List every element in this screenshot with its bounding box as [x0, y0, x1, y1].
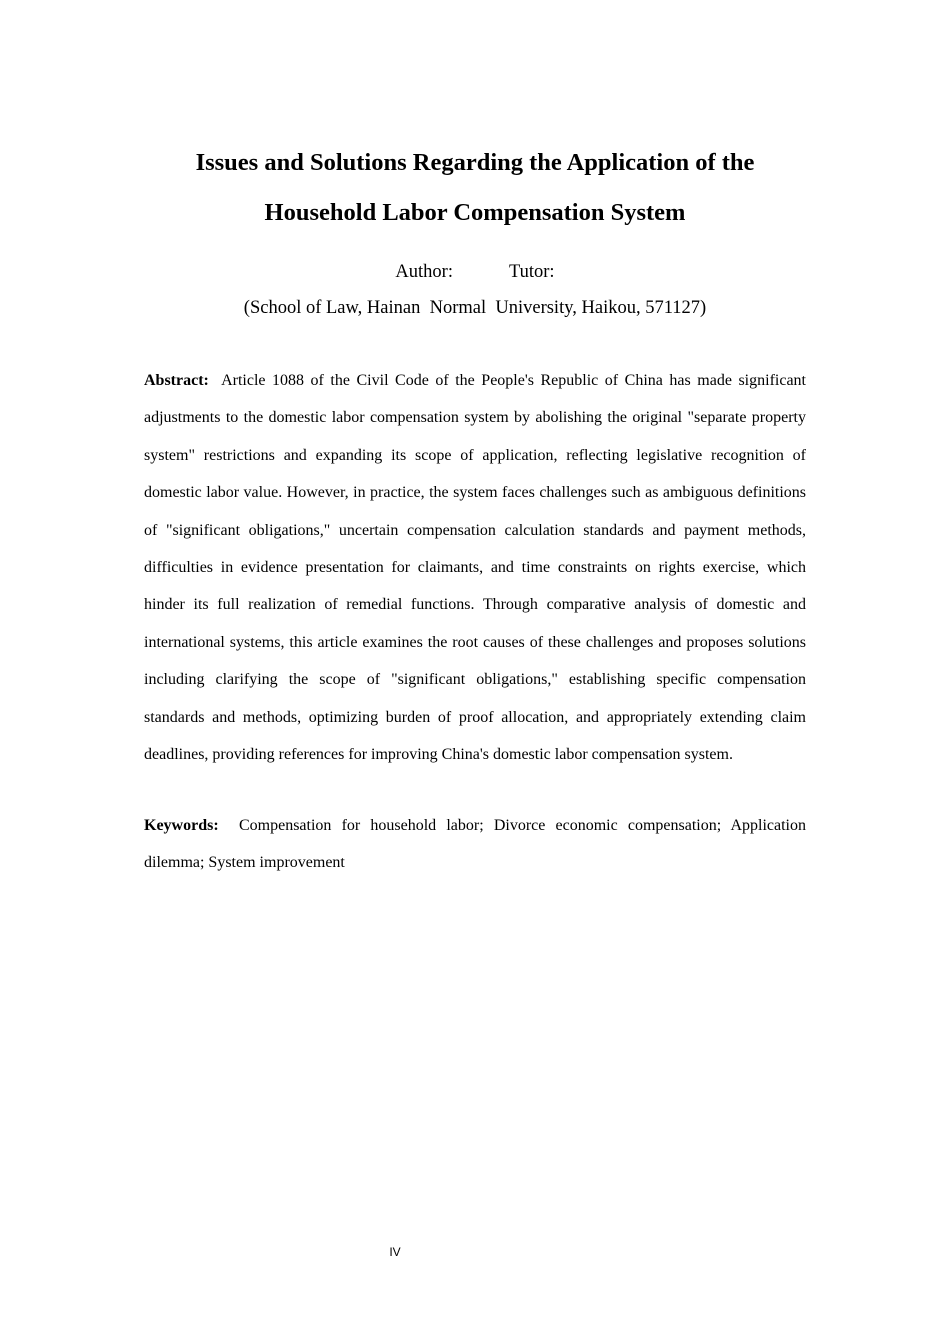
affiliation: (School of Law, Hainan Normal University, Haikou, 571127) — [243, 298, 707, 318]
keywords-text: Compensation for household labor; Divorce economic compensation; Application dilemma; System improvement — [144, 817, 806, 872]
abstract-paragraph — [144, 362, 806, 773]
title-line-1: Issues and Solutions Regarding the Application of the — [195, 149, 755, 176]
abstract-label: Abstract: — [144, 372, 209, 389]
tutor-label: Tutor: — [508, 262, 555, 282]
author-label: Author: — [395, 262, 453, 282]
abstract-text: Article 1088 of the Civil Code of the People's Republic of China has made significant adjustments to the domestic labor compensation system by abolishing the original "separate property system" restrictions and expanding its scope of application, reflecting legislative recognition of domestic labor value. However, in practice, the system faces challenges such as ambiguous definitions of "significant obligations," uncertain compensation calculation standards and payment methods, difficulties in evidence presentation for claimants, and time constraints on rights exercise, which hinder its full realization of remedial functions. Through comparative analysis of domestic and international systems, this article examines the root causes of these challenges and proposes solutions including clarifying the scope of "significant obligations," establishing specific compensation standards and methods, optimizing burden of proof allocation, and appropriately extending claim deadlines, providing references for improving China's domestic labor compensation system. — [144, 372, 806, 764]
page-number: IV — [389, 1245, 401, 1259]
keywords-label: Keywords: — [144, 817, 219, 834]
byline — [0, 260, 950, 284]
title-line-2: Household Labor Compensation System — [264, 199, 686, 226]
keywords-paragraph — [144, 807, 806, 882]
